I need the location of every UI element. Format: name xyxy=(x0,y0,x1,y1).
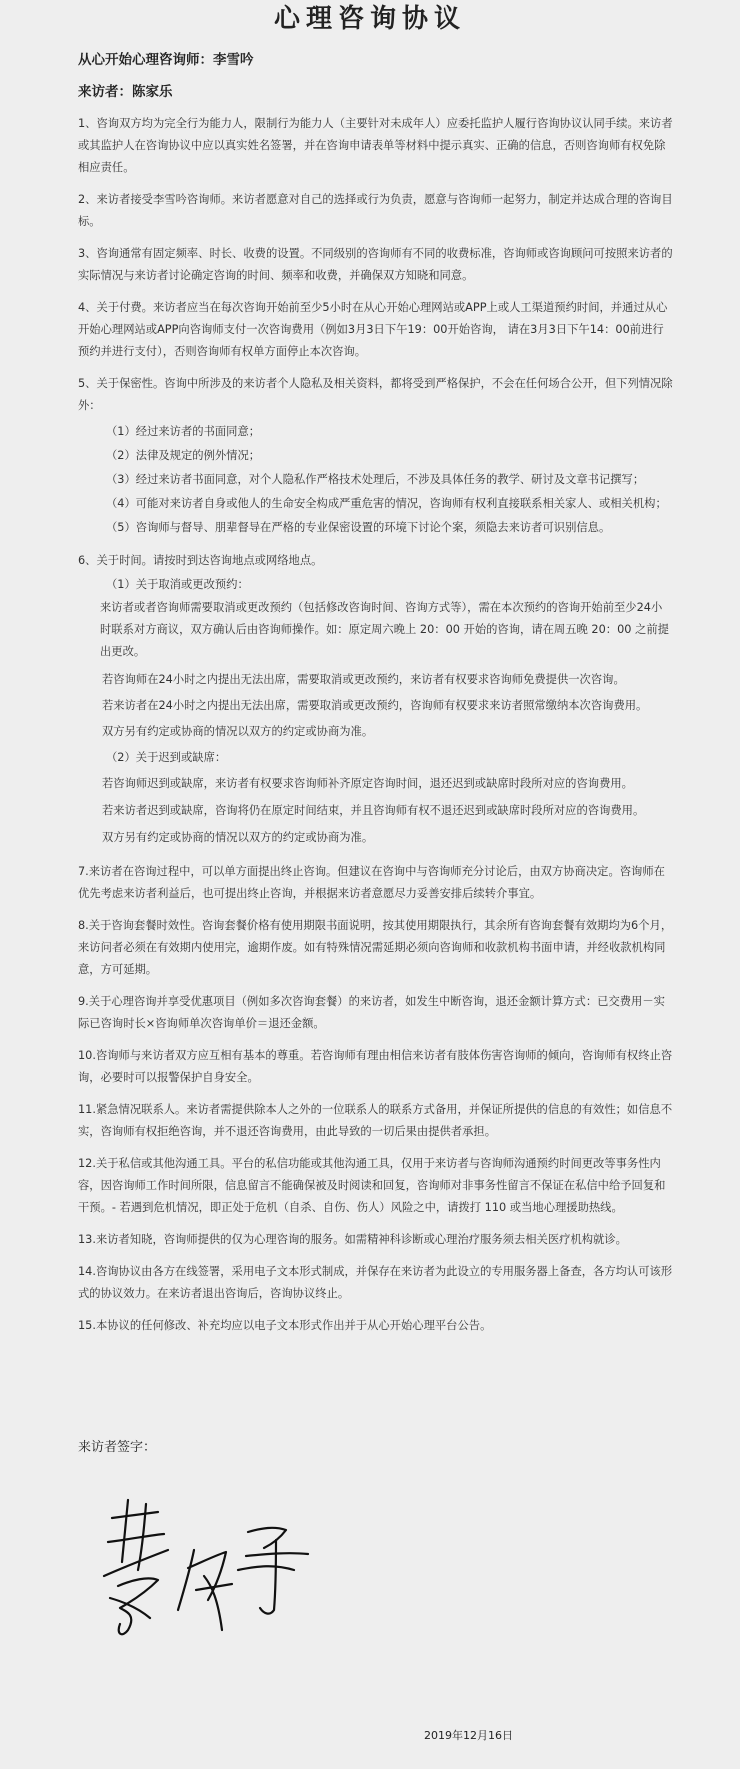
clause-5: 5、关于保密性。咨询中所涉及的来访者个人隐私及相关资料，都将受到严格保护，不会在任何场合公开，但下列情况除外： xyxy=(78,377,673,412)
clause-6: 6、关于时间。请按时到达咨询地点或网络地点。 xyxy=(78,554,323,567)
clause-5-item: （5）咨询师与督导、朋辈督导在严格的专业保密设置的环境下讨论个案，须隐去来访者可识别信息。 xyxy=(106,521,611,534)
clause-6-2-line: 若咨询师迟到或缺席，来访者有权要求咨询师补齐原定咨询时间，退还迟到或缺席时段所对应的咨询费用。 xyxy=(102,777,633,790)
clause-8: 8.关于咨询套餐时效性。咨询套餐价格有使用期限书面说明，按其使用期限执行，其余所有咨询套餐有效期均为6个月，来访问者必须在有效期内使用完，逾期作废。如有特殊情况需延期必须向咨询师和收款机构书面申请，并经收款机构同意，方可延期。 xyxy=(78,919,673,976)
signature-label: 来访者签字： xyxy=(78,1440,157,1455)
page-title: 心理咨询协议 xyxy=(273,4,466,34)
clause-11: 11.紧急情况联系人。来访者需提供除本人之外的一位联系人的联系方式备用，并保证所提供的信息的有效性；如信息不实，咨询师有权拒绝咨询，并不退还咨询费用，由此导致的一切后果由提供者承担。 xyxy=(78,1103,673,1138)
visitor-line: 来访者：陈家乐 xyxy=(78,84,173,100)
clause-5-item: （3）经过来访者书面同意，对个人隐私作严格技术处理后，不涉及具体任务的教学、研讨及文章书记撰写； xyxy=(106,473,645,486)
clause-6-1-line: 双方另有约定或协商的情况以双方的约定或协商为准。 xyxy=(102,725,374,738)
clause-5-list xyxy=(78,420,673,540)
clause-13: 13.来访者知晓，咨询师提供的仅为心理咨询的服务。如需精神科诊断或心理治疗服务须去相关医疗机构就诊。 xyxy=(78,1233,627,1246)
clause-5-item: （4）可能对来访者自身或他人的生命安全构成严重危害的情况，咨询师有权利直接联系相关家人、或相关机构； xyxy=(106,497,667,510)
clause-5-item: （2）法律及规定的例外情况； xyxy=(106,449,261,462)
clause-6-1-title: （1）关于取消或更改预约： xyxy=(106,578,249,591)
clause-6-1-line: 若来访者在24小时之内提出无法出席，需要取消或更改预约，咨询师有权要求来访者照常缴纳本次咨询费用。 xyxy=(102,699,648,712)
clause-2: 2、来访者接受李雪吟咨询师。来访者愿意对自己的选择或行为负责，愿意与咨询师一起努力，制定并达成合理的咨询目标。 xyxy=(78,193,673,228)
clause-10: 10.咨询师与来访者双方应互相有基本的尊重。若咨询师有理由相信来访者有肢体伤害咨询师的倾向，咨询师有权终止咨询，必要时可以报警保护自身安全。 xyxy=(78,1049,673,1084)
clause-6-2-line: 若来访者迟到或缺席，咨询将仍在原定时间结束，并且咨询师有权不退还迟到或缺席时段所对应的咨询费用。 xyxy=(102,804,645,817)
clause-12: 12.关于私信或其他沟通工具。平台的私信功能或其他沟通工具，仅用于来访者与咨询师沟通预约时间更改等事务性内容，因咨询师工作时间所限，信息留言不能确保被及时阅读和回复，咨询师对非事务性留言不保证在私信中给予回复和干预。- 若遇到危机情况，即正处于危机（自杀、自伤、伤人）风险之中，请拨打 110 或当地心理援助热线。 xyxy=(78,1157,666,1214)
clause-6-2-line: 双方另有约定或协商的情况以双方的约定或协商为准。 xyxy=(102,831,374,844)
clause-9: 9.关于心理咨询并享受优惠项目（例如多次咨询套餐）的来访者，如发生中断咨询，退还金额计算方式：已交费用－实际已咨询时长×咨询师单次咨询单价＝退还金额。 xyxy=(78,995,665,1030)
clause-1: 1、咨询双方均为完全行为能力人，限制行为能力人（主要针对未成年人）应委托监护人履行咨询协议认同手续。来访者或其监护人在咨询协议中应以真实姓名签署，并在咨询申请表单等材料中提示真实、正确的信息，否则咨询师有权免除相应责任。 xyxy=(78,117,673,174)
clause-5-item: （1）经过来访者的书面同意； xyxy=(106,425,261,438)
clause-6-1-text: 来访者或者咨询师需要取消或更改预约（包括修改咨询时间、咨询方式等），需在本次预约的咨询开始前至少24小时联系对方商议，双方确认后由咨询师操作。如：原定周六晚上 20：00 开始的咨询，请在周五晚 20：00 之前提出更改。 xyxy=(100,601,669,658)
clause-6-1-line: 若咨询师在24小时之内提出无法出席，需要取消或更改预约，来访者有权要求咨询师免费提供一次咨询。 xyxy=(102,673,625,686)
handwritten-signature xyxy=(98,1490,318,1650)
counselor-line: 从心开始心理咨询师：李雪吟 xyxy=(78,52,254,68)
clause-15: 15.本协议的任何修改、补充均应以电子文本形式作出并于从心开始心理平台公告。 xyxy=(78,1319,492,1332)
clause-4: 4、关于付费。来访者应当在每次咨询开始前至少5小时在从心开始心理网站或APP上或人工渠道预约时间，并通过从心开始心理网站或APP向咨询师支付一次咨询费用（例如3月3日下午19：00开始咨询， 请在3月3日下午14：00前进行预约并进行支付），否则咨询师有权单方面停止本次咨询。 xyxy=(78,301,668,358)
clause-6-2-title: （2）关于迟到或缺席： xyxy=(106,751,227,764)
agreement-body xyxy=(78,48,673,1337)
date: 2019年12月16日 xyxy=(424,1729,513,1742)
clause-14: 14.咨询协议由各方在线签署，采用电子文本形式制成，并保存在来访者为此设立的专用服务器上备查，各方均认可该形式的协议效力。在来访者退出咨询后，咨询协议终止。 xyxy=(78,1265,673,1300)
clause-3: 3、咨询通常有固定频率、时长、收费的设置。不同级别的咨询师有不同的收费标准，咨询师或咨询顾问可按照来访者的实际情况与来访者讨论确定咨询的时间、频率和收费，并确保双方知晓和同意。 xyxy=(78,247,673,282)
clause-7: 7.来访者在咨询过程中，可以单方面提出终止咨询。但建议在咨询中与咨询师充分讨论后，由双方协商决定。咨询师在优先考虑来访者利益后，也可提出终止咨询，并根据来访者意愿尽力妥善安排后续转介事宜。 xyxy=(78,865,665,900)
